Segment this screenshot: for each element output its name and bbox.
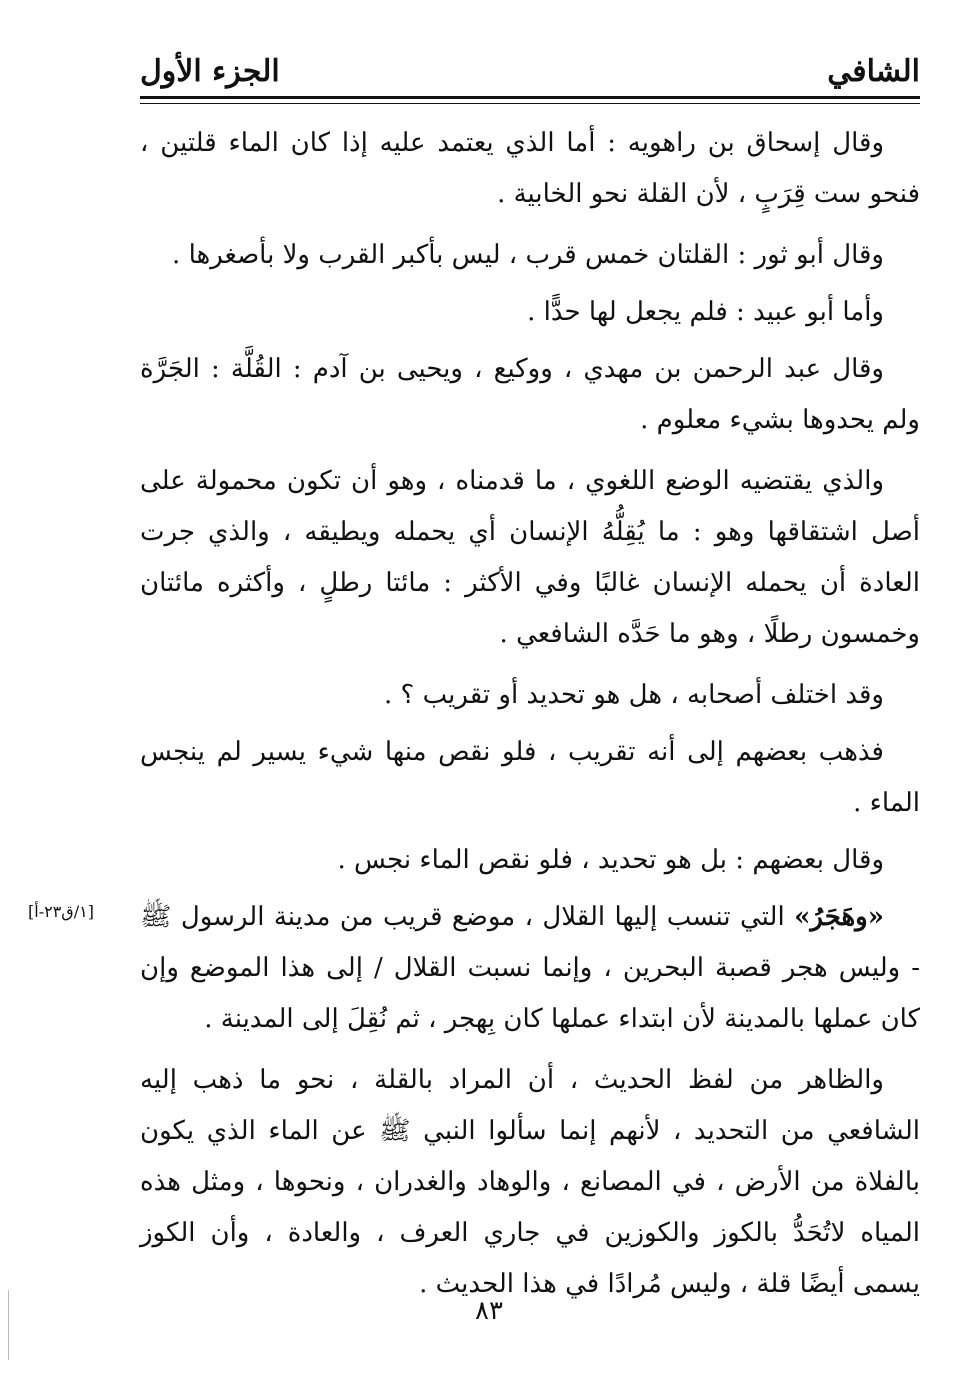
paragraph: وقال أبو ثور : القلتان خمس قرب ، ليس بأكبر القرب ولا بأصغرها .	[172, 240, 884, 270]
header-rule	[140, 96, 920, 99]
paragraph: وقال إسحاق بن راهويه : أما الذي يعتمد عليه إذا كان الماء قلتين ، فنحو ست قِرَبٍ ، لأن القلة نحو الخابية .	[140, 128, 920, 209]
header-rule-thin	[140, 103, 920, 104]
paragraph: والظاهر من لفظ الحديث ، أن المراد بالقلة ، نحو ما ذهب إليه الشافعي من التحديد ، لأنهم إنما سألوا النبي ﷺ عن الماء الذي يكون بالفلاة من الأرض ، في المصانع ، والوهاد والغدران ، ونحوها ، ومثل هذه المياه لاتُحَدُّ بالكوز والكوزين في جاري العرف ، والعادة ، وأن الكوز يسمى أيضًا قلة ، وليس مُرادًا في هذا الحديث .	[140, 1065, 920, 1299]
manuscript-folio-note: [١/ق٢٣-أ]	[28, 902, 94, 921]
paragraph: وأما أبو عبيد : فلم يجعل لها حدًّا .	[527, 297, 884, 327]
header-part-label: الجزء الأول	[140, 54, 280, 89]
paragraph-lead-term: «وهَجَرُ»	[794, 902, 884, 932]
page-number: ٨٣	[475, 1296, 503, 1326]
paragraph: «وهَجَرُ» التي تنسب إليها القلال ، موضع قريب من مدينة الرسول ﷺ - وليس هجر قصبة البحرين ، وإنما نسبت القلال / إلى هذا الموضع وإن كان عملها بالمدينة لأن ابتداء عملها كان بِهجر ، ثم نُقِلَ إلى المدينة .	[140, 902, 920, 1034]
gutter-line	[8, 1290, 9, 1360]
running-header	[140, 50, 920, 98]
body-text	[140, 118, 920, 1320]
paragraph: وقد اختلف أصحابه ، هل هو تحديد أو تقريب ؟ .	[384, 680, 884, 710]
paragraph: فذهب بعضهم إلى أنه تقريب ، فلو نقص منها شيء يسير لم ينجس الماء .	[140, 737, 920, 818]
header-book-title: الشافي	[827, 54, 920, 89]
paragraph: وقال عبد الرحمن بن مهدي ، ووكيع ، ويحيى بن آدم : القُلَّة : الجَرَّة ولم يحدوها بشيء معلوم .	[140, 354, 920, 435]
paragraph: وقال بعضهم : بل هو تحديد ، فلو نقص الماء نجس .	[337, 845, 884, 875]
paragraph: والذي يقتضيه الوضع اللغوي ، ما قدمناه ، وهو أن تكون محمولة على أصل اشتقاقها وهو : ما يُقِلُّهُ الإنسان أي يحمله ويطيقه ، والذي جرت العادة أن يحمله الإنسان غالبًا وفي الأكثر : مائتا رطلٍ ، وأكثره مائتان وخمسون رطلًا ، وهو ما حَدَّه الشافعي .	[140, 466, 920, 649]
